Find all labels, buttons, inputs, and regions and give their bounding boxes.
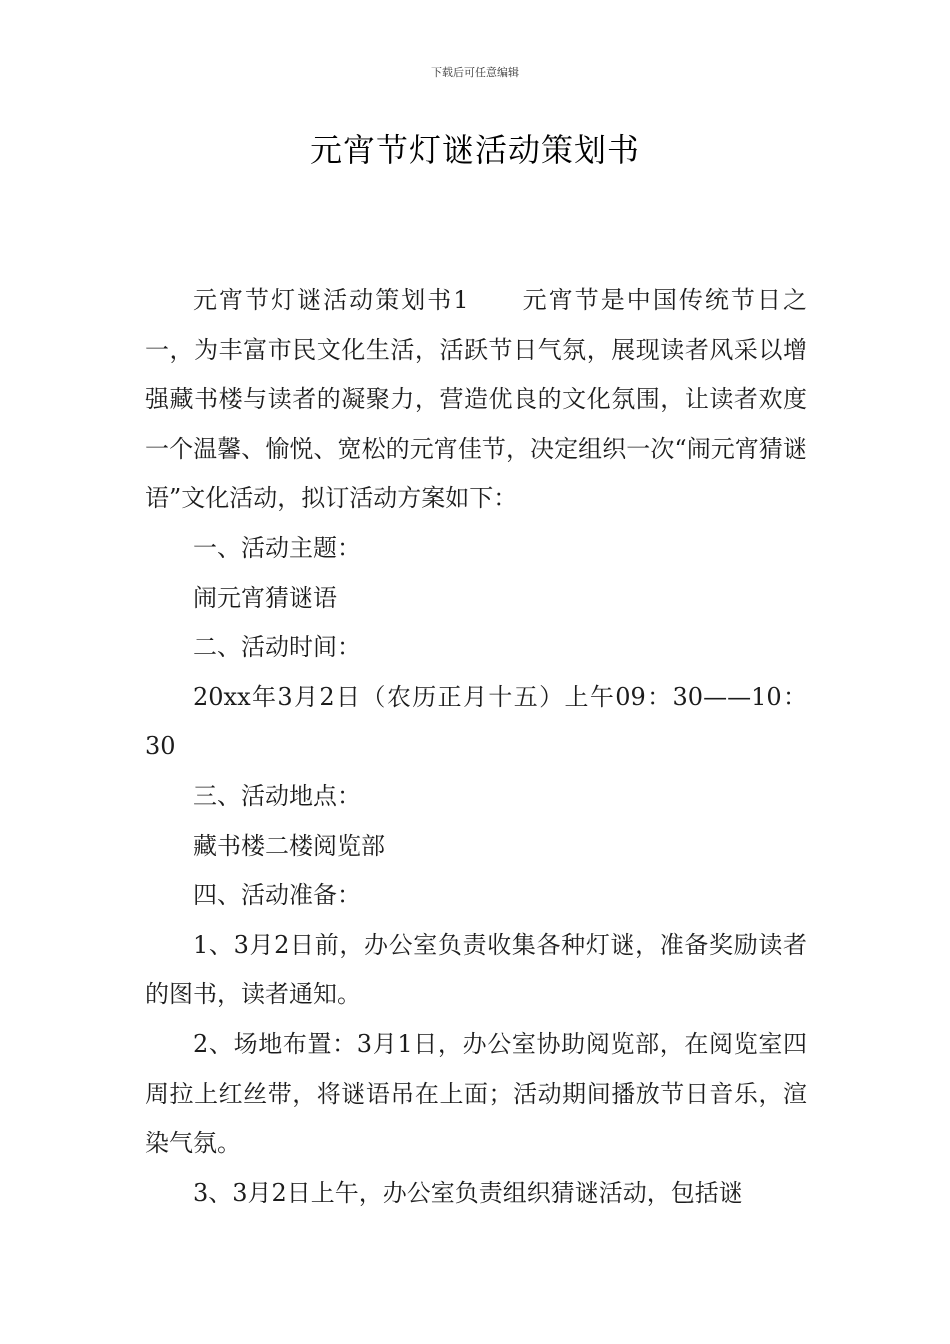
paragraph-preparation-2: 2、场地布置：3月1日，办公室协助阅览部，在阅览室四周拉上红丝带，将谜语吊在上面；活动期间播放节日音乐，渲染气氛。 — [145, 1029, 807, 1158]
paragraph-preparation-1: 1、3月2日前，办公室负责收集各种灯谜，准备奖励读者的图书，读者通知。 — [145, 930, 807, 1009]
document-title: 元宵节灯谜活动策划书 — [309, 131, 640, 169]
document-body — [145, 276, 807, 1218]
section-heading-preparation: 四、活动准备： — [193, 881, 361, 910]
paragraph-location: 藏书楼二楼阅览部 — [193, 831, 385, 860]
header-note: 下载后可任意编辑 — [431, 66, 519, 79]
section-heading-time: 二、活动时间： — [193, 633, 361, 662]
section-heading-theme: 一、活动主题： — [193, 533, 361, 562]
paragraph-time: 20xx年3月2日（农历正月十五）上午09：30——10：30 — [145, 682, 807, 761]
paragraph-theme: 闹元宵猜谜语 — [193, 583, 337, 612]
paragraph-preparation-3: 3、3月2日上午，办公室负责组织猜谜活动，包括谜 — [193, 1178, 743, 1207]
paragraph-intro: 元宵节灯谜活动策划书1 元宵节是中国传统节日之一，为丰富市民文化生活，活跃节日气氛，展现读者风采以增强藏书楼与读者的凝聚力，营造优良的文化氛围，让读者欢度一个温馨、愉悦、宽松的元宵佳节，决定组织一次“闹元宵猜谜语”文化活动，拟订活动方案如下： — [145, 286, 807, 513]
section-heading-location: 三、活动地点： — [193, 781, 361, 810]
